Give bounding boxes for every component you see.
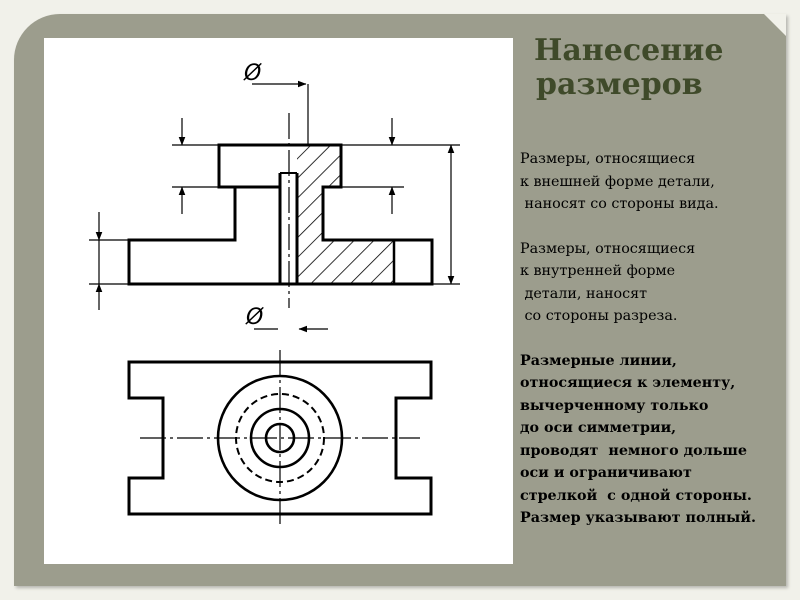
explanation-paragraph (520, 148, 792, 216)
explanation-line: наносят со стороны вида. (520, 196, 719, 212)
slide-title-line: размеров (536, 66, 703, 102)
diameter-leader-top (252, 84, 308, 145)
explanation-line: детали, наносят (520, 285, 648, 302)
explanation-line: Размеры, относящиеся (520, 151, 696, 167)
slide-corner-fold (764, 14, 786, 36)
explanation-paragraph (520, 238, 792, 328)
explanation-line: к внешней форме детали, (520, 173, 715, 190)
explanation-text (520, 148, 792, 552)
section-hatch (297, 145, 394, 284)
front-view-section (89, 61, 460, 330)
explanation-line: к внутренней форме (520, 263, 676, 279)
top-view (129, 350, 431, 528)
diameter-symbol-bottom: Ø (246, 305, 264, 330)
diameter-symbol-top: Ø (244, 61, 262, 86)
explanation-line: Размеры, относящиеся (520, 240, 696, 257)
explanation-line: оси и ограничивают (520, 465, 692, 481)
slide-title-line: Нанесение (534, 33, 724, 68)
explanation-line: стрелкой с одной стороны. (520, 487, 752, 504)
explanation-line: вычерченному только (520, 397, 709, 414)
explanation-line: со стороны разреза. (520, 308, 678, 324)
explanation-line: Размерные линии, (520, 352, 677, 369)
explanation-line: относящиеся к элементу, (520, 375, 736, 391)
slide-title (520, 34, 780, 101)
explanation-line: Размер указывают полный. (520, 510, 756, 526)
explanation-paragraph (520, 350, 792, 530)
technical-drawing (44, 38, 513, 564)
explanation-line: проводят немного дольше (520, 442, 747, 459)
explanation-line: до оси симметрии, (520, 420, 677, 436)
